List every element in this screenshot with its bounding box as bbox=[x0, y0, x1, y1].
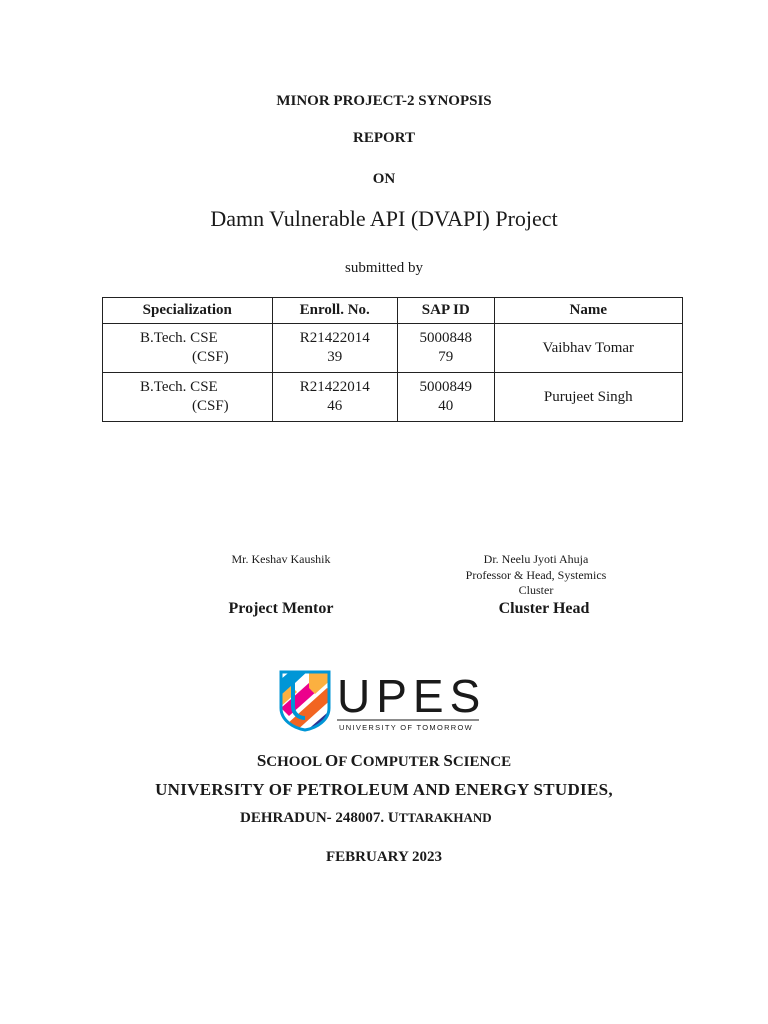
enroll-line1: R21422014 bbox=[299, 379, 370, 395]
school-word1-initial: S bbox=[256, 751, 267, 770]
enroll-cell bbox=[272, 373, 397, 422]
school-word1-rest: CHOOL bbox=[266, 754, 326, 770]
mentor-name: Mr. Keshav Kaushik bbox=[231, 552, 331, 566]
sap-line1: 5000849 bbox=[419, 379, 473, 395]
header-enroll-no: Enroll. No. bbox=[272, 298, 397, 324]
school-word2-initial: O bbox=[325, 751, 339, 770]
logo-tagline: UNIVERSITY OF TOMORROW bbox=[339, 723, 474, 732]
university-name: UNIVERSITY OF PETROLEUM AND ENERGY STUDIES, bbox=[155, 780, 613, 799]
cluster-head-title-line1: Professor & Head, Systemics bbox=[465, 567, 607, 582]
sap-line2: 79 bbox=[438, 349, 454, 365]
submitted-by-label: submitted by bbox=[345, 260, 423, 276]
school-word3-rest: OMPUTER bbox=[362, 754, 444, 770]
header-name: Name bbox=[494, 298, 682, 324]
city-line bbox=[240, 810, 492, 827]
enroll-line2: 46 bbox=[327, 398, 343, 414]
table-header-row bbox=[103, 298, 683, 324]
students-table bbox=[102, 297, 683, 422]
report-heading-line1: MINOR PROJECT-2 SYNOPSIS bbox=[276, 93, 492, 109]
name-cell: Vaibhav Tomar bbox=[494, 324, 682, 373]
header-specialization: Specialization bbox=[103, 298, 273, 324]
upes-logo-icon bbox=[279, 668, 481, 734]
sap-line1: 5000848 bbox=[419, 330, 473, 346]
specialization-line1: B.Tech. CSE bbox=[140, 379, 218, 395]
specialization-cell bbox=[103, 324, 273, 373]
report-heading-line3: ON bbox=[372, 171, 396, 187]
specialization-line2: (CSF) bbox=[192, 398, 229, 414]
cluster-head-role: Cluster Head bbox=[498, 600, 590, 617]
school-word3-initial: C bbox=[350, 751, 363, 770]
school-word4-rest: CIENCE bbox=[452, 754, 512, 770]
specialization-line2: (CSF) bbox=[192, 349, 229, 365]
logo-wordmark: UPES bbox=[337, 670, 481, 722]
table-row bbox=[103, 324, 683, 373]
table-row bbox=[103, 373, 683, 422]
specialization-line1: B.Tech. CSE bbox=[140, 330, 218, 346]
cluster-head-title-line2: Cluster bbox=[518, 583, 554, 597]
sap-cell bbox=[397, 324, 494, 373]
sap-line2: 40 bbox=[438, 398, 454, 414]
school-word4-initial: S bbox=[443, 751, 453, 770]
report-heading-line2: REPORT bbox=[353, 130, 415, 146]
enroll-line1: R21422014 bbox=[299, 330, 370, 346]
upes-logo bbox=[279, 668, 481, 734]
project-title: Damn Vulnerable API (DVAPI) Project bbox=[210, 206, 558, 231]
sap-cell bbox=[397, 373, 494, 422]
school-word2-rest: F bbox=[338, 754, 351, 770]
name-cell: Purujeet Singh bbox=[494, 373, 682, 422]
enroll-line2: 39 bbox=[327, 349, 343, 365]
report-date: FEBRUARY 2023 bbox=[325, 849, 442, 865]
cluster-head-name: Dr. Neelu Jyoti Ahuja bbox=[483, 552, 589, 566]
enroll-cell bbox=[272, 324, 397, 373]
cluster-head-block bbox=[446, 552, 626, 599]
mentor-role: Project Mentor bbox=[228, 600, 334, 617]
city-main: DEHRADUN- 248007. U bbox=[240, 810, 399, 826]
specialization-cell bbox=[103, 373, 273, 422]
header-sap-id: SAP ID bbox=[397, 298, 494, 324]
school-name bbox=[0, 751, 768, 771]
city-state-rest: TTARAKHAND bbox=[398, 810, 492, 825]
